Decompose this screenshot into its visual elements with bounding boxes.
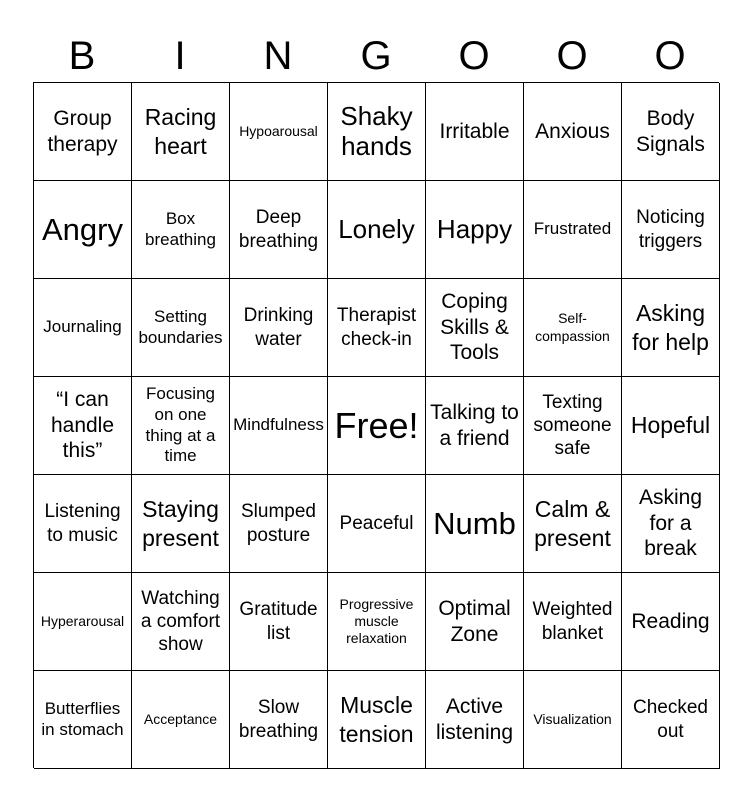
cell-label: Anxious [535,119,610,143]
cell-label: Racing heart [144,104,217,159]
cell-label: Weighted blanket [532,599,613,644]
cell-label: Shaky hands [340,101,413,161]
bingo-cell[interactable] [524,573,622,671]
bingo-cell[interactable] [622,573,720,671]
header-letter: B [68,34,96,78]
cell-label: Lonely [338,213,415,244]
bingo-cell[interactable] [328,377,426,475]
cell-label: Focusing on one thing at a time [145,384,216,466]
bingo-cell[interactable] [230,181,328,279]
bingo-cell[interactable] [34,181,132,279]
bingo-cell[interactable] [622,181,720,279]
bingo-cell[interactable] [34,279,132,377]
cell-label: Peaceful [339,512,414,534]
cell-label: Optimal Zone [438,596,511,646]
bingo-cell[interactable] [34,671,132,769]
cell-label: Coping Skills & Tools [440,290,509,365]
bingo-cell[interactable] [622,671,720,769]
cell-label: “I can handle this” [50,388,115,463]
cell-label: Setting boundaries [138,306,223,347]
header-letter: G [360,34,392,78]
cell-label: Slow breathing [238,697,319,742]
cell-label: Noticing triggers [636,207,705,252]
bingo-cell[interactable] [132,83,230,181]
bingo-cell[interactable] [524,181,622,279]
bingo-cell[interactable] [328,181,426,279]
header-letter: O [654,34,686,78]
bingo-cell[interactable] [426,83,524,181]
header-letter: O [556,34,588,78]
bingo-cell[interactable] [426,475,524,573]
cell-label: Progressive muscle relaxation [339,595,414,647]
cell-label: Free! [334,404,419,446]
cell-label: Butterflies in stomach [41,698,124,739]
cell-label: Asking for help [632,300,709,355]
bingo-cell[interactable] [34,573,132,671]
bingo-cell[interactable] [524,279,622,377]
cell-label: Asking for a break [638,486,703,561]
cell-label: Talking to a friend [430,400,519,450]
cell-label: Visualization [533,710,612,727]
cell-label: Gratitude list [239,599,318,644]
cell-label: Calm & present [534,496,611,551]
cell-label: Journaling [43,317,122,337]
bingo-card [33,82,719,768]
bingo-cell[interactable] [622,377,720,475]
cell-label: Watching a comfort show [140,587,221,656]
bingo-cell[interactable] [34,83,132,181]
cell-label: Staying present [142,496,219,551]
cell-label: Frustrated [533,219,612,239]
bingo-cell[interactable] [426,279,524,377]
cell-label: Listening to music [44,501,121,546]
header-letter: N [263,34,293,78]
bingo-cell[interactable] [328,83,426,181]
bingo-cell[interactable] [328,279,426,377]
bingo-header [33,30,719,82]
cell-label: Mindfulness [233,415,324,435]
bingo-cell[interactable] [132,671,230,769]
bingo-cell[interactable] [524,671,622,769]
bingo-cell[interactable] [426,181,524,279]
bingo-cell[interactable] [230,83,328,181]
cell-label: Irritable [439,119,510,143]
bingo-cell[interactable] [230,377,328,475]
bingo-cell[interactable] [524,83,622,181]
cell-label: Muscle tension [339,692,414,747]
bingo-cell[interactable] [132,377,230,475]
cell-label: Reading [631,609,710,633]
bingo-cell[interactable] [426,573,524,671]
cell-label: Numb [433,505,516,541]
cell-label: Hypoarousal [239,122,318,139]
bingo-cell[interactable] [230,279,328,377]
cell-label: Deep breathing [238,207,319,252]
cell-label: Hyperarousal [40,612,125,629]
cell-label: Self-compassion [535,310,610,344]
bingo-cell[interactable] [230,475,328,573]
bingo-cell[interactable] [230,671,328,769]
cell-label: Slumped posture [241,501,316,546]
bingo-cell[interactable] [328,475,426,573]
bingo-cell[interactable] [132,573,230,671]
cell-label: Acceptance [143,710,218,727]
bingo-cell[interactable] [34,475,132,573]
cell-label: Box breathing [145,208,216,249]
bingo-cell[interactable] [622,475,720,573]
cell-label: Therapist check-in [336,305,417,350]
bingo-cell[interactable] [230,573,328,671]
cell-label: Active listening [435,694,514,744]
bingo-cell[interactable] [426,671,524,769]
bingo-cell[interactable] [328,671,426,769]
cell-label: Happy [436,213,513,244]
cell-label: Drinking water [243,305,314,350]
bingo-cell[interactable] [524,475,622,573]
header-letter: O [458,34,490,78]
cell-label: Angry [42,211,123,247]
bingo-cell[interactable] [426,377,524,475]
header-letter: I [174,34,186,78]
cell-label: Texting someone safe [533,391,612,460]
cell-label: Checked out [633,697,708,742]
bingo-cell[interactable] [132,181,230,279]
bingo-cell[interactable] [622,279,720,377]
cell-label: Hopeful [630,412,711,439]
bingo-cell[interactable] [132,475,230,573]
bingo-cell[interactable] [622,83,720,181]
cell-label: Group therapy [47,106,118,156]
bingo-cell[interactable] [132,279,230,377]
bingo-cell[interactable] [524,377,622,475]
bingo-cell[interactable] [34,377,132,475]
cell-label: Body Signals [636,106,705,156]
bingo-cell[interactable] [328,573,426,671]
